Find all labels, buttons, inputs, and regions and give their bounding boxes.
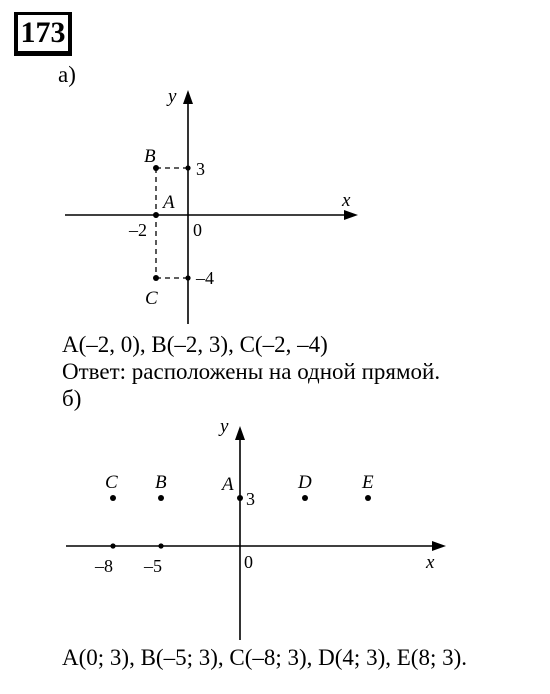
part-a-tick-minus4	[185, 275, 190, 280]
part-b-x-label: x	[426, 552, 435, 573]
part-b-y-label: y	[220, 416, 229, 437]
part-b-point-d-label: D	[298, 472, 312, 493]
part-a-label: а)	[58, 62, 76, 87]
part-a-x-arrow	[344, 210, 358, 220]
part-b-point-c-label: C	[105, 472, 118, 493]
part-a-point-b-label: B	[144, 146, 156, 167]
part-a-tick-label-minus2: –2	[129, 220, 147, 240]
part-b-point-a-label: A	[222, 474, 234, 495]
part-b-tick-label-minus5: –5	[144, 556, 162, 576]
part-a-y-arrow	[183, 90, 193, 104]
part-a-y-label: y	[168, 86, 177, 107]
part-b-label: б)	[62, 386, 82, 411]
part-b-point-e-label: E	[362, 472, 374, 493]
part-a-point-a-label: A	[163, 192, 175, 213]
part-b-point-c	[110, 495, 116, 501]
part-b-point-a	[237, 495, 243, 501]
part-b-point-d	[302, 495, 308, 501]
part-b-x-arrow	[432, 541, 446, 551]
part-a-origin-label: 0	[193, 220, 202, 240]
part-a-point-c-label: C	[145, 288, 158, 309]
part-b-tick-minus5	[158, 543, 163, 548]
part-b-point-e	[365, 495, 371, 501]
part-b-tick-minus8	[110, 543, 115, 548]
part-a-point-a	[153, 212, 159, 218]
part-a-x-label: x	[342, 190, 351, 211]
part-b-tick-label-3: 3	[246, 489, 255, 509]
part-a-point-c	[153, 275, 159, 281]
part-b-coordinates: A(0; 3), B(–5; 3), C(–8; 3), D(4; 3), E(8; 3).	[62, 645, 467, 670]
problem-number: 173	[18, 15, 68, 51]
part-a-tick-label-3: 3	[196, 159, 205, 179]
part-a-tick-3	[185, 165, 190, 170]
part-b-tick-label-minus8: –8	[95, 556, 113, 576]
part-b-point-b-label: B	[155, 472, 167, 493]
part-a-tick-label-minus4: –4	[196, 268, 214, 288]
part-b-point-b	[158, 495, 164, 501]
part-a-diagram	[65, 86, 358, 324]
part-b-y-arrow	[235, 426, 245, 440]
part-b-origin-label: 0	[244, 552, 253, 572]
part-b-diagram	[66, 416, 446, 640]
part-a-coordinates: A(–2, 0), B(–2, 3), C(–2, –4)	[62, 332, 328, 357]
part-a-answer: Ответ: расположены на одной прямой.	[62, 359, 441, 384]
